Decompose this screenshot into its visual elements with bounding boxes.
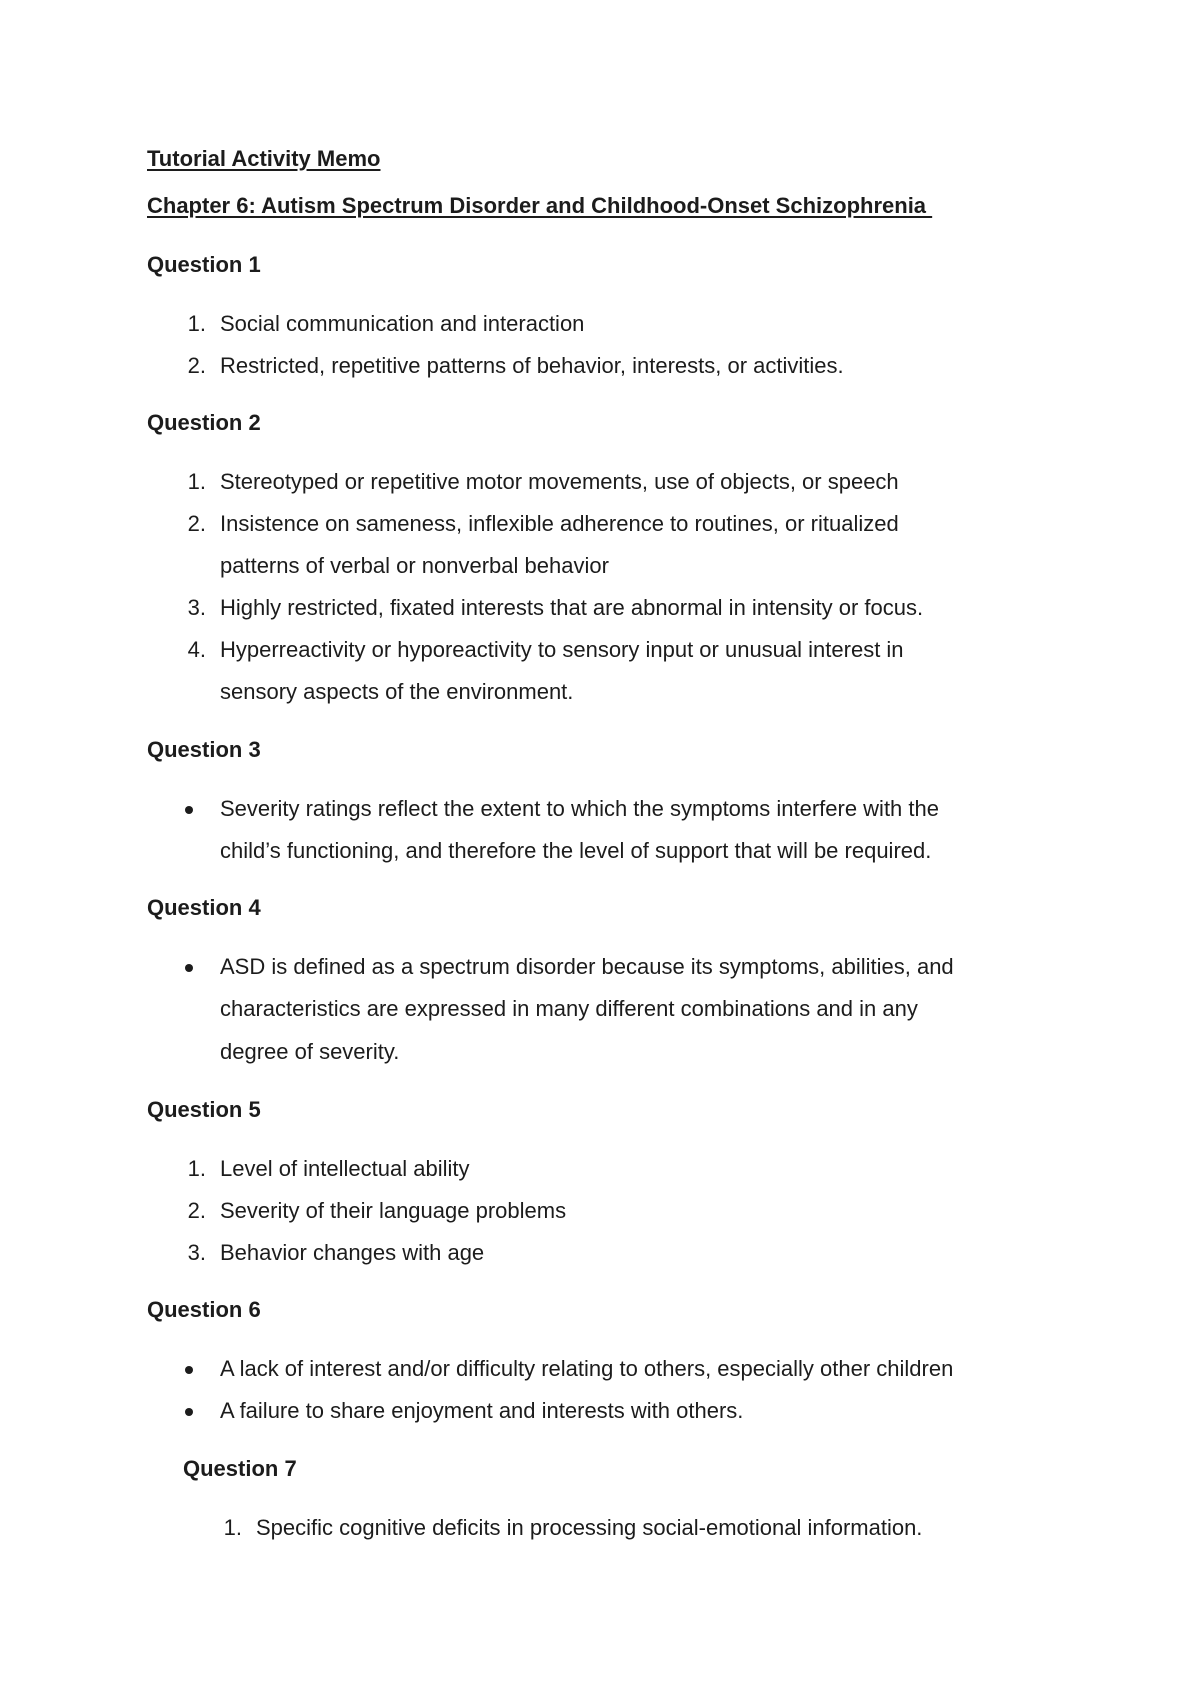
question-heading: Question 5 bbox=[147, 1097, 261, 1122]
list-item-text-continued: child’s functioning, and therefore the level of support that will be required. bbox=[220, 838, 932, 863]
list-item-text-continued: degree of severity. bbox=[220, 1039, 400, 1064]
list-number: 2. bbox=[187, 511, 206, 536]
list-item-text: ASD is defined as a spectrum disorder because its symptoms, abilities, and bbox=[220, 954, 954, 979]
list-number: 3. bbox=[187, 595, 206, 620]
list-item-text-continued: sensory aspects of the environment. bbox=[220, 679, 574, 704]
list-item-text: Behavior changes with age bbox=[220, 1240, 485, 1265]
list-item-text: Stereotyped or repetitive motor movements, use of objects, or speech bbox=[220, 469, 899, 494]
list-item-text: Restricted, repetitive patterns of behavior, interests, or activities. bbox=[220, 353, 844, 378]
list-number: 2. bbox=[187, 1198, 206, 1223]
chapter-title: Chapter 6: Autism Spectrum Disorder and Childhood-Onset Schizophrenia bbox=[147, 193, 933, 218]
list-item-text: Social communication and interaction bbox=[220, 311, 585, 336]
list-number: 1. bbox=[187, 1156, 206, 1181]
list-number: 4. bbox=[187, 637, 206, 662]
bullet-icon bbox=[185, 1408, 193, 1416]
list-item-text: A failure to share enjoyment and interests with others. bbox=[220, 1398, 744, 1423]
list-item-text-continued: patterns of verbal or nonverbal behavior bbox=[220, 553, 609, 578]
list-item-text-continued: characteristics are expressed in many different combinations and in any bbox=[220, 996, 918, 1021]
question-heading: Question 4 bbox=[147, 895, 261, 920]
question-heading: Question 1 bbox=[147, 252, 261, 277]
bullet-icon bbox=[185, 964, 193, 972]
list-item-text: Specific cognitive deficits in processing social-emotional information. bbox=[256, 1515, 923, 1540]
question-heading: Question 3 bbox=[147, 737, 261, 762]
question-heading: Question 7 bbox=[183, 1456, 297, 1481]
list-item-text: Severity ratings reflect the extent to which the symptoms interfere with the bbox=[220, 796, 939, 821]
bullet-icon bbox=[185, 1366, 193, 1374]
list-item-text: Insistence on sameness, inflexible adherence to routines, or ritualized bbox=[220, 511, 899, 536]
list-number: 1. bbox=[187, 311, 206, 336]
list-item-text: Hyperreactivity or hyporeactivity to sensory input or unusual interest in bbox=[220, 637, 904, 662]
list-item-text: Severity of their language problems bbox=[220, 1198, 567, 1223]
list-number: 1. bbox=[187, 469, 206, 494]
list-number: 3. bbox=[187, 1240, 206, 1265]
bullet-icon bbox=[185, 806, 193, 814]
list-item-text: A lack of interest and/or difficulty relating to others, especially other children bbox=[220, 1356, 954, 1381]
list-item-text: Level of intellectual ability bbox=[220, 1156, 470, 1181]
list-number: 1. bbox=[223, 1515, 242, 1540]
list-number: 2. bbox=[187, 353, 206, 378]
list-item-text: Highly restricted, fixated interests that are abnormal in intensity or focus. bbox=[220, 595, 924, 620]
memo-title: Tutorial Activity Memo bbox=[147, 146, 381, 171]
question-heading: Question 6 bbox=[147, 1297, 261, 1322]
question-heading: Question 2 bbox=[147, 410, 261, 435]
